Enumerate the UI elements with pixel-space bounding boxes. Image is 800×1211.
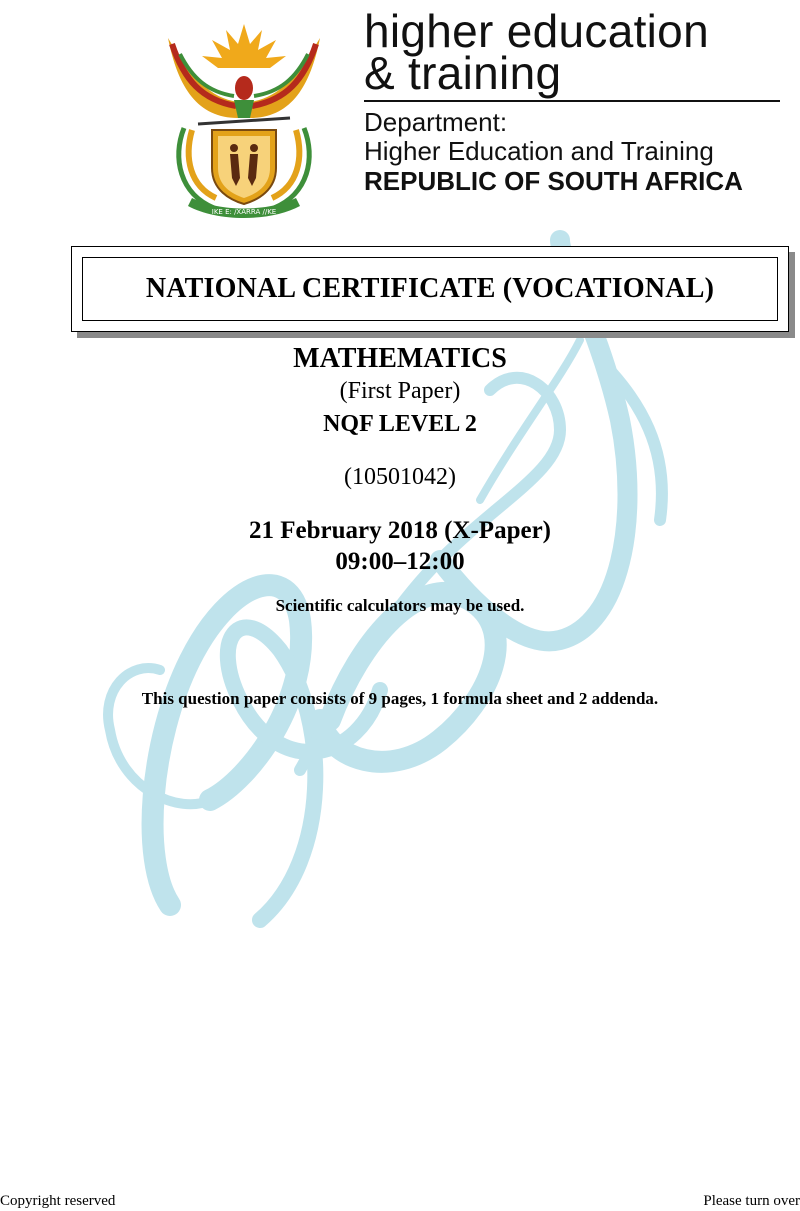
calculator-notice: Scientific calculators may be used. — [275, 596, 525, 615]
country-name: REPUBLIC OF SOUTH AFRICA — [364, 166, 743, 196]
brand-line-2: & training — [364, 47, 562, 99]
nqf-level: NQF LEVEL 2 — [323, 411, 477, 437]
footer-copyright: Copyright reserved — [0, 1193, 116, 1209]
subject-code: (10501042) — [344, 464, 456, 490]
department-branding — [364, 5, 784, 196]
department-name: Higher Education and Training — [364, 136, 714, 166]
brand-line-1: higher education — [364, 5, 709, 57]
footer-turn-over: Please turn over — [703, 1193, 800, 1209]
department-label: Department: — [364, 107, 508, 137]
certificate-title: NATIONAL CERTIFICATE (VOCATIONAL) — [82, 257, 778, 321]
brand-divider — [364, 100, 780, 102]
exam-date: 21 February 2018 (X-Paper) — [248, 517, 551, 544]
coat-of-arms-logo — [158, 18, 330, 224]
paper-number: (First Paper) — [339, 378, 461, 404]
certificate-banner — [71, 246, 789, 332]
page-count-notice: This question paper consists of 9 pages, 1 formula sheet and 2 addenda. — [141, 689, 659, 708]
coat-motto: IKE E: /XARRA //KE — [211, 208, 277, 216]
subject-title: MATHEMATICS — [293, 343, 507, 374]
exam-time: 09:00–12:00 — [335, 548, 465, 575]
